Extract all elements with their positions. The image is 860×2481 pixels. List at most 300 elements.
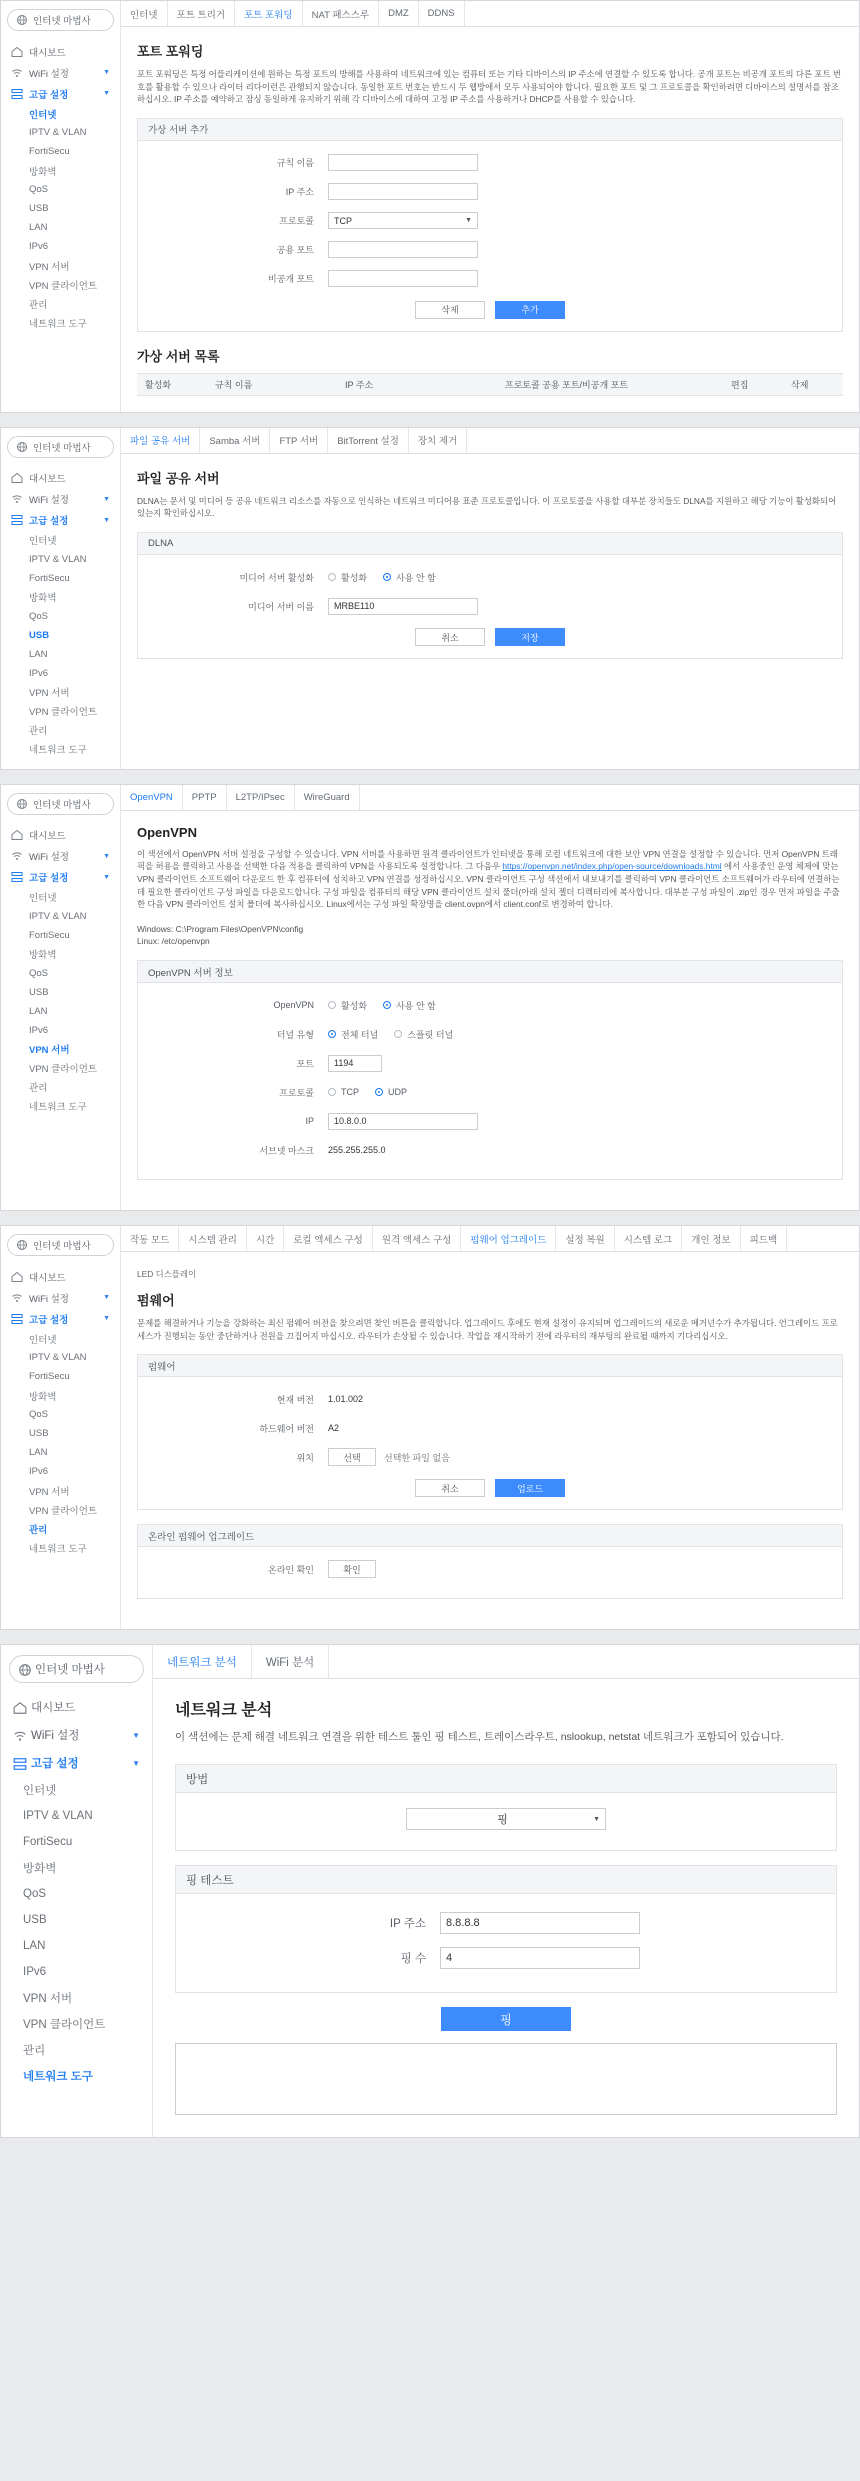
panel-body [121,454,859,689]
tab-remove-device[interactable]: 장치 제거 [409,428,467,453]
public-port-input[interactable] [328,241,478,258]
panel-body [121,1252,859,1629]
chevron-down-icon: ▼ [132,1758,140,1768]
virtual-server-table [137,373,843,396]
dlna-enable-option-off[interactable] [383,571,436,584]
sidebar-item-label: 고급 설정 [29,1314,69,1326]
openvpn-enable-radio-group [328,999,436,1012]
ip-address-input[interactable]: 8.8.8.8 [440,1912,640,1934]
page-title: 네트워크 분석 [175,1702,273,1720]
ping-run-button[interactable]: 핑 [441,2007,571,2031]
field-label: IP 주소 [285,187,314,198]
config-paths [137,923,843,948]
globe-icon [16,798,28,810]
sidebar-subitem-fortisecu[interactable]: FortiSecu [29,1371,70,1383]
tab-port-forwarding[interactable]: 포트 포워딩 [235,1,303,26]
protocol-option-udp[interactable] [375,1087,407,1097]
openvpn-enable-option-off[interactable] [383,999,436,1012]
chevron-down-icon: ▼ [103,90,110,97]
sidebar-subitem-vpn-client[interactable]: VPN 클라이언트 [23,2019,106,2032]
sidebar-item-dashboard[interactable] [7,825,114,846]
sidebar-subitem-firewall[interactable]: 방화벽 [23,1863,57,1876]
sidebar-item-wifi[interactable] [7,846,114,867]
sidebar-item-dashboard[interactable] [7,41,114,62]
sidebar-item-label: WiFi 설정 [29,852,69,864]
openvpn-server-info-card [137,960,843,1180]
card-title: 온라인 펌웨어 업그레이드 [138,1525,842,1547]
tab-network-analysis[interactable]: 네트워크 분석 [153,1645,252,1678]
subnet-mask-value: 255.255.255.0 [328,1145,386,1156]
row-ip-address [190,1908,822,1938]
wifi-icon [11,850,23,862]
content-file-sharing [121,428,859,769]
sidebar-subitem-fortisecu[interactable]: FortiSecu [29,572,70,584]
tab-ddns[interactable]: DDNS [419,1,465,26]
sidebar-subitem-qos[interactable]: QoS [29,184,49,195]
radio-label: UDP [388,1087,408,1098]
sidebar [1,1645,153,2137]
sidebar-subitem-ipv6[interactable]: IPv6 [23,1966,47,1979]
sidebar-subitem-qos[interactable]: QoS [29,967,49,979]
col-enabled: 활성화 [137,373,207,395]
chevron-down-icon: ▼ [103,873,110,881]
method-selected-value: 핑 [497,1814,508,1827]
sidebar-subitem-usb[interactable]: USB [29,986,49,998]
internet-wizard-button[interactable] [9,1655,144,1683]
advanced-icon [11,514,23,526]
wifi-icon [11,493,23,505]
content-firmware [121,1226,859,1629]
button-row [148,301,832,319]
sidebar-item-label: WiFi 설정 [29,1293,69,1305]
method-select[interactable] [406,1808,606,1830]
dlna-card [137,532,843,659]
page-title: OpenVPN [137,824,197,840]
private-port-input[interactable] [328,270,478,287]
panel-file-sharing [0,427,860,770]
sidebar-subitem-network-tools[interactable]: 네트워크 도구 [29,1102,87,1114]
field-dlna-name [148,594,832,618]
field-label: OpenVPN [273,1000,314,1011]
tab-nat-passthrough[interactable]: NAT 패스스루 [303,1,379,26]
online-firmware-card [137,1524,843,1599]
internet-wizard-label: 인터넷 마법사 [33,799,91,811]
sidebar-subitem-management[interactable]: 관리 [29,1083,48,1095]
sidebar-item-label: WiFi 설정 [31,1730,80,1743]
page-description: 포트 포워딩은 특정 어플리케이션에 원하는 특정 포트의 방해를 사용하여 네트워크에 있는 컴퓨터 또는 기타 디바이스의 IP 주소에 연결할 수 있도록 합니다. 공개 포트는 비공개 포트의 다른 포트 번호를 활용할 수 있으나 라이터 리다이런은 관행되지 않습니다. 동일한 포트 번호는 반드시 두 웹방에서 모두 사용되어야 합니다. 필요한 포트 및 그 프로토콜을 확인하려면 디바이스의 설명서를 참조하십시오. IP 주소를 예약하고 잠싱 동일하게 유지하기 위해 각 디바이스에 대하여 고정 IP 주소를 사용하거나 DHCP를 사용할 수 있습니다. [137,69,841,105]
field-public-port [148,238,832,262]
radio-dot [328,573,336,581]
tab-operation-mode[interactable]: 작동 모드 [121,1226,179,1251]
cancel-button[interactable]: 취소 [415,628,485,646]
sidebar-subitem-management[interactable]: 관리 [29,299,48,311]
sidebar-subitem-ipv6[interactable]: IPv6 [29,241,49,252]
field-label: 터널 유형 [276,1029,314,1040]
field-label: 하드웨어 버전 [259,1423,314,1434]
protocol-select[interactable] [328,212,478,229]
description-part-1: 이 색션에서 OpenVPN 서버 설정을 구성할 수 있습니다. VPN 서버를 사용하면 원격 클라이언트가 인터넷을 통해 로컬 네트워크에 대한 보안 VPN 연결을 설정할 수 있습니다. 먼저 OpenVPN 트래픽을 허용을 클릭하고 사용을 선택한 다음 적용을 클릭하여 VPN을 사용되도록 설정합니다. 그 다음우 [137,848,838,872]
sidebar-subitem-internet[interactable]: 인터넷 [29,109,57,121]
sidebar-subitem-vpn-server[interactable]: VPN 서버 [23,1993,73,2006]
sidebar-subitem-iptv-vlan[interactable]: IPTV & VLAN [29,553,87,565]
internet-wizard-label: 인터넷 마법사 [35,1664,105,1677]
dashboard-icon [11,1271,23,1283]
sidebar-subitem-vpn-client[interactable]: VPN 클라이언트 [29,1064,98,1076]
tab-port-trigger[interactable]: 포트 트리거 [168,1,236,26]
advanced-icon [13,1757,25,1769]
sidebar-subitem-vpn-server[interactable]: VPN 서버 [29,1486,70,1498]
tab-wifi-analysis[interactable]: WiFi 분석 [252,1645,329,1678]
internet-wizard-button[interactable] [7,9,114,31]
sidebar-subitem-iptv-vlan[interactable]: IPTV & VLAN [23,1810,93,1823]
chevron-down-icon: ▼ [132,1730,140,1740]
page-title: 포트 포워딩 [137,44,204,59]
tab-samba-server[interactable]: Samba 서버 [200,428,270,453]
field-label: 미디어 서버 이름 [248,601,314,612]
card-title: 가상 서버 추가 [138,119,842,141]
sidebar-subitem-network-tools[interactable]: 네트워크 도구 [29,1543,87,1555]
sidebar-subitem-lan[interactable]: LAN [29,1447,48,1459]
sidebar-subitem-vpn-client[interactable]: VPN 클라이언트 [29,707,98,719]
page-title: 펌웨어 [137,1293,175,1309]
tabbar [121,1,859,27]
sidebar-item-wifi[interactable] [7,62,114,83]
tunnel-type-radio-group [328,1028,453,1041]
field-ip [148,1109,832,1133]
protocol-selected-value: TCP [334,215,352,226]
tab-dmz[interactable]: DMZ [379,1,419,26]
sidebar-subitem-fortisecu[interactable]: FortiSecu [23,1836,73,1849]
row-ping-count [190,1943,822,1973]
field-label: IP [305,1116,314,1127]
globe-icon [18,1663,30,1675]
field-label: 비공개 포트 [268,274,314,285]
field-label: 현재 버전 [276,1394,314,1405]
radio-label: TCP [341,1087,359,1098]
tab-settings-restore[interactable]: 설정 복원 [556,1226,614,1251]
field-port [148,1051,832,1075]
sidebar-subitem-network-tools[interactable]: 네트워크 도구 [23,2071,93,2084]
radio-label: 활성화 [341,1000,368,1011]
internet-wizard-button[interactable] [7,436,114,458]
field-protocol [148,209,832,233]
port-input[interactable]: 1194 [328,1055,382,1072]
sidebar-subitem-usb[interactable]: USB [29,203,49,214]
sidebar-subitem-lan[interactable]: LAN [29,648,48,660]
sidebar-subitem-lan[interactable]: LAN [23,1940,46,1953]
dlna-enable-option-on[interactable] [328,571,367,584]
row-online-check [148,1557,832,1581]
sidebar-subitem-fortisecu[interactable]: FortiSecu [29,929,70,941]
chevron-down-icon: ▼ [103,852,110,860]
sidebar-subitem-usb[interactable]: USB [29,629,50,641]
sidebar-item-dashboard[interactable] [7,1266,114,1287]
sidebar-subitem-usb[interactable]: USB [23,1914,47,1927]
sidebar-subitem-firewall[interactable]: 방화벽 [29,166,57,178]
radio-label: 활성화 [341,572,368,583]
choose-file-button[interactable]: 선택 [328,1448,376,1466]
sidebar-item-label: 대시보드 [29,47,66,59]
linux-path: Linux: /etc/openvpn [137,936,210,947]
content-port-forwarding [121,1,859,412]
field-openvpn-enable [148,993,832,1017]
openvpn-enable-option-on[interactable] [328,999,367,1012]
sidebar [1,785,121,1210]
sidebar-item-wifi[interactable] [7,489,114,510]
card-title: DLNA [138,533,842,555]
sidebar-subitem-usb[interactable]: USB [29,1428,49,1440]
tab-file-share-server[interactable]: 파일 공유 서버 [121,428,200,453]
tab-remote-access[interactable]: 원격 액세스 구성 [373,1226,462,1251]
field-protocol [148,1080,832,1104]
panel-body [121,811,859,1210]
sidebar-item-advanced[interactable] [7,1308,114,1329]
radio-label: 사용 안 함 [396,1000,436,1011]
dlna-name-input[interactable]: MRBE110 [328,598,478,615]
tab-time[interactable]: 시간 [247,1226,284,1251]
tabbar [121,785,859,811]
panel-body [153,1679,859,2137]
button-row [148,1479,832,1497]
globe-icon [16,1239,28,1251]
radio-label: 전체 터널 [341,1029,379,1040]
card-body [138,141,842,331]
internet-wizard-button[interactable] [7,1234,114,1256]
tab-firmware-upgrade[interactable]: 펌웨어 업그레이드 [461,1226,556,1251]
row-current-version [148,1387,832,1411]
panel-firmware [0,1225,860,1630]
sidebar-subitem-lan[interactable]: LAN [29,222,48,233]
panel-body [121,27,859,412]
sidebar-subitem-vpn-client[interactable]: VPN 클라이언트 [29,1505,98,1517]
field-label: 프로토콜 [279,216,314,227]
tabbar [153,1645,859,1679]
internet-wizard-label: 인터넷 마법사 [33,1241,91,1253]
radio-label: 사용 안 함 [396,572,436,583]
dashboard-icon [11,472,23,484]
button-row [148,628,832,646]
radio-dot [328,1030,336,1038]
sidebar-subitem-firewall[interactable]: 방화벽 [29,950,57,962]
chevron-down-icon: ▼ [103,69,110,76]
col-rule-name: 규칙 이름 [207,373,337,395]
sidebar-subitem-management[interactable]: 관리 [29,726,48,738]
field-tunnel-type [148,1022,832,1046]
current-version-value: 1.01.002 [328,1394,364,1405]
sidebar-item-advanced[interactable] [7,83,114,104]
radio-dot [375,1088,383,1096]
field-rule-name [148,151,832,175]
sidebar-subitem-management[interactable]: 관리 [29,1524,48,1536]
sidebar-subitem-vpn-server[interactable]: VPN 서버 [29,1045,70,1057]
sidebar-subitem-iptv-vlan[interactable]: IPTV & VLAN [29,910,87,922]
internet-wizard-button[interactable] [7,793,114,815]
sidebar [1,428,121,769]
windows-path: Windows: C:\Program Files\OpenVPN\config [137,923,304,934]
card-body [138,555,842,658]
col-edit: 편집 [723,373,783,395]
sidebar-subitem-vpn-server[interactable]: VPN 서버 [29,688,70,700]
sidebar-item-advanced[interactable] [7,510,114,531]
sidebar-subitem-firewall[interactable]: 방화벽 [29,593,57,605]
page-title: 파일 공유 서버 [137,470,220,486]
tab-openvpn[interactable]: OpenVPN [121,785,183,810]
sidebar-item-dashboard[interactable] [7,468,114,489]
sidebar-item-wifi[interactable] [9,1721,144,1749]
sidebar [1,1226,121,1629]
card-body [176,1793,836,1850]
tunnel-type-option-full[interactable] [328,1028,378,1041]
col-ip: IP 주소 [337,373,497,395]
field-label: 핑 수 [400,1953,426,1966]
sidebar-item-label: 고급 설정 [29,89,69,101]
tab-l2tp-ipsec[interactable]: L2TP/IPsec [227,785,295,810]
field-subnet-mask [148,1138,832,1162]
card-title: 펌웨어 [138,1355,842,1377]
openvpn-download-link[interactable]: https://openvpn.net/index.php/open-source/downloads.html [502,861,722,872]
tab-wireguard[interactable]: WireGuard [295,785,360,810]
sidebar-item-advanced[interactable] [9,1749,144,1777]
card-title: 핑 테스트 [176,1866,836,1894]
sidebar-subitem-management[interactable]: 관리 [23,2045,46,2058]
tab-pptp[interactable]: PPTP [183,785,227,810]
tab-local-access[interactable]: 로컬 액세스 구성 [284,1226,373,1251]
sidebar-subitem-fortisecu[interactable]: FortiSecu [29,146,70,157]
sidebar-subitem-internet[interactable]: 인터넷 [29,536,57,548]
internet-wizard-label: 인터넷 마법사 [33,442,91,454]
sidebar-subitem-vpn-server[interactable]: VPN 서버 [29,261,70,273]
sidebar-subitem-network-tools[interactable]: 네트워크 도구 [29,318,87,330]
sidebar-subitem-network-tools[interactable]: 네트워크 도구 [29,745,87,757]
tab-system-log[interactable]: 시스템 로그 [615,1226,683,1251]
dashboard-icon [11,829,23,841]
sidebar-subitem-qos[interactable]: QoS [29,610,49,622]
dlna-enable-radio-group [328,571,436,584]
panel-port-forwarding [0,0,860,413]
ping-count-input[interactable]: 4 [440,1947,640,1969]
tab-ftp-server[interactable]: FTP 서버 [270,428,328,453]
ping-output-textarea[interactable] [175,2043,837,2115]
internet-wizard-label: 인터넷 마법사 [33,16,91,27]
sidebar-subitem-firewall[interactable]: 방화벽 [29,1391,57,1403]
field-dlna-enable [148,565,832,589]
dashboard-icon [13,1701,25,1713]
sidebar-item-dashboard[interactable] [9,1693,144,1721]
chevron-down-icon: ▼ [103,495,110,503]
online-check-button[interactable]: 확인 [328,1560,376,1578]
sidebar-subitem-iptv-vlan[interactable]: IPTV & VLAN [29,127,87,138]
button-row [175,2007,837,2031]
sidebar-subitem-iptv-vlan[interactable]: IPTV & VLAN [29,1352,87,1364]
sidebar-subitem-internet[interactable]: 인터넷 [29,1334,57,1346]
globe-icon [16,441,28,453]
save-button[interactable]: 저장 [495,628,565,646]
sidebar-item-label: 고급 설정 [29,516,69,528]
sidebar-item-wifi[interactable] [7,1287,114,1308]
radio-dot [383,1001,391,1009]
tab-internet[interactable]: 인터넷 [121,1,168,26]
chevron-down-icon: ▼ [103,1294,110,1302]
chevron-down-icon: ▼ [103,516,110,524]
sidebar-item-label: 고급 설정 [31,1758,79,1771]
row-file-select [148,1445,832,1469]
chevron-down-icon: ▼ [103,1315,110,1323]
wifi-icon [11,67,23,79]
card-body [138,1547,842,1598]
field-private-port [148,267,832,291]
radio-dot [328,1001,336,1009]
add-button[interactable]: 추가 [495,301,565,319]
tunnel-type-option-split[interactable] [394,1028,453,1041]
tab-feedback[interactable]: 피드백 [741,1226,788,1251]
firmware-card [137,1354,843,1510]
sidebar-subitem-ipv6[interactable]: IPv6 [29,1466,49,1478]
field-label: 공용 포트 [276,245,314,256]
tab-system-management[interactable]: 시스템 관리 [179,1226,247,1251]
sidebar [1,1,121,412]
panel-openvpn [0,784,860,1211]
description-part-2: 에서 사용중인 운영 체제에 맞는 VPN 클라이언트 소프트웨어 다운로드 한 후 컴퓨터에 성치하고 VPN 연결를 성정하십시오. VPN 클라이언트 구성 색션에서 내보내기를 클릭하여 VPN 클라이언트 소프트웨어가 라우터에 연결하는 데 필요한 클라이언트 구성 파일을 다운로드합니다. 구성 파일을 컴퓨터의 해당 VPN 클라이언트 설치 풀더(아래 설치 젤더 디렉터리에 복사합니다. 대부분 구성 파일이 .zip인 경우 먼저 파일을 주출한 다음 VPN 클라이언트 설치 폴더에 복사하십시오. Linux에서는 구성 파일 확장명을 client.ovpn에서 client.conf로 변경하여 합니다. [137,861,840,910]
content-network-analysis [153,1645,859,2137]
rule-name-input[interactable] [328,154,478,171]
sidebar-item-advanced[interactable] [7,867,114,888]
sidebar-subitem-lan[interactable]: LAN [29,1005,48,1017]
sidebar-item-label: 대시보드 [29,474,66,486]
hardware-version-value: A2 [328,1423,340,1434]
card-body [138,1377,842,1509]
sidebar-item-label: WiFi 설정 [29,495,69,507]
upload-button[interactable]: 업로드 [495,1479,565,1497]
sidebar-subitem-internet[interactable]: 인터넷 [23,1785,57,1798]
sidebar-subitem-qos[interactable]: QoS [29,1409,49,1421]
cancel-button[interactable]: 취소 [415,1479,485,1497]
method-card [175,1764,837,1851]
sidebar-subitem-qos[interactable]: QoS [23,1888,47,1901]
field-label: 온라인 확인 [268,1564,314,1575]
advanced-icon [11,88,23,100]
field-label: 위치 [296,1452,314,1463]
field-label: IP 주소 [389,1918,426,1931]
ip-address-input[interactable] [328,183,478,200]
card-title: 방법 [176,1765,836,1793]
protocol-option-tcp[interactable] [328,1087,359,1097]
advanced-icon [11,1313,23,1325]
row-method [190,1807,822,1831]
add-virtual-server-card [137,118,843,332]
virtual-server-list-title: 가상 서버 목록 [137,348,220,364]
sidebar-subitem-ipv6[interactable]: IPv6 [29,667,49,679]
ip-input[interactable]: 10.8.0.0 [328,1113,478,1130]
tab-privacy[interactable]: 개인 정보 [682,1226,740,1251]
page-description [137,848,843,911]
tabbar [121,1226,859,1252]
wifi-icon [11,1292,23,1304]
ping-test-card [175,1865,837,1993]
row-hardware-version [148,1416,832,1440]
sidebar-subitem-internet[interactable]: 인터넷 [29,893,57,905]
table-header-row [137,373,843,395]
card-body [138,983,842,1179]
col-delete: 삭제 [783,373,843,395]
sidebar-subitem-vpn-client[interactable]: VPN 클라이언트 [29,280,98,292]
tab-bittorrent-settings[interactable]: BitTorrent 설정 [328,428,409,453]
radio-dot [394,1030,402,1038]
sidebar-subitem-ipv6[interactable]: IPv6 [29,1024,49,1036]
delete-button[interactable]: 삭제 [415,301,485,319]
sidebar-item-label: 대시보드 [31,1702,76,1715]
advanced-icon [11,871,23,883]
file-status-text: 선택한 파일 없음 [384,1452,450,1463]
